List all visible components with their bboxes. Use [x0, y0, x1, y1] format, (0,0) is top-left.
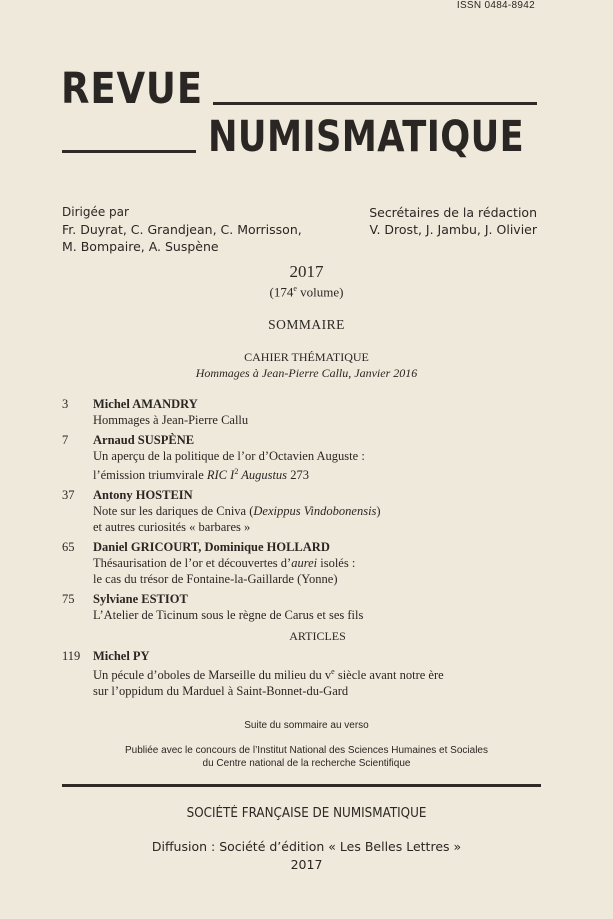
- bottom-rule: [62, 784, 541, 787]
- secretaries-block: [369, 204, 537, 238]
- toc-title-cont: et autres curiosités « barbares »: [93, 520, 251, 535]
- journal-title-line1: REVUE: [61, 64, 203, 114]
- toc-page: 7: [62, 433, 69, 447]
- toc-author: Sylviane ESTIOT: [93, 592, 188, 607]
- toc-author: Michel PY: [93, 649, 150, 664]
- sommaire-heading: SOMMAIRE: [268, 317, 345, 332]
- directors-names-line2: M. Bompaire, A. Suspène: [62, 239, 219, 254]
- articles-heading: ARTICLES: [289, 629, 346, 644]
- volume-number: (174e volume): [269, 284, 344, 300]
- directors-label: Dirigée par: [62, 205, 129, 219]
- table-of-contents: [62, 396, 542, 703]
- secretaries-label: Secrétaires de la rédaction: [369, 205, 537, 220]
- toc-title: Thésaurisation de l’or et découvertes d’aurei isolés :: [93, 556, 356, 571]
- title-rule-top: [213, 102, 537, 105]
- publisher-society: SOCIÉTÉ FRANÇAISE DE NUMISMATIQUE: [186, 806, 427, 821]
- toc-title: Un pécule d’oboles de Marseille du milieu du $v^e$ siècle avant notre ère: [93, 667, 444, 683]
- journal-title-line2: NUMISMATIQUE: [208, 112, 525, 162]
- toc-author: Michel AMANDRY: [93, 397, 198, 411]
- toc-page: 65: [62, 540, 75, 555]
- toc-entry: [62, 539, 542, 587]
- toc-title: L’Atelier de Ticinum sous le règne de Carus et ses fils: [93, 608, 364, 623]
- cahier-thematique-heading: CAHIER THÉMATIQUE: [244, 350, 369, 364]
- toc-author: Antony HOSTEIN: [93, 488, 193, 503]
- diffusion-year: 2017: [290, 857, 323, 872]
- toc-entry: [62, 591, 542, 623]
- toc-title-cont: l’émission triumvirale RIC $I^2$ Augustus 273: [93, 467, 309, 483]
- toc-entry: [62, 396, 542, 428]
- toc-entry: [62, 432, 542, 483]
- toc-page: 119: [62, 649, 81, 664]
- toc-entry: [62, 648, 542, 699]
- diffusion-line: Diffusion : Société d’édition « Les Belles Lettres »: [151, 839, 462, 854]
- issn: ISSN 0484-8942: [456, 0, 535, 11]
- toc-page: 75: [62, 592, 75, 607]
- toc-page: 37: [62, 488, 75, 503]
- cahier-subtitle: Hommages à Jean-Pierre Callu, Janvier 2016: [195, 366, 418, 380]
- toc-entry: [62, 487, 542, 535]
- toc-title-cont: le cas du trésor de Fontaine-la-Gaillarde (Yonne): [93, 572, 338, 587]
- toc-page: 3: [62, 397, 69, 411]
- issue-year: 2017: [289, 262, 324, 281]
- publication-note: Publiée avec le concours de l’Institut National des Sciences Humaines et Sociales du Centre national de la recherche Scientifique: [125, 745, 488, 769]
- toc-title: Note sur les dariques de Cniva (Dexippus Vindobonensis): [93, 504, 381, 519]
- directors-block: [62, 204, 302, 255]
- toc-title: Hommages à Jean-Pierre Callu: [93, 413, 249, 427]
- toc-title: Un aperçu de la politique de l’or d’Octavien Auguste :: [93, 449, 365, 463]
- secretaries-names: V. Drost, J. Jambu, J. Olivier: [369, 222, 537, 237]
- title-rule-mid: [62, 150, 196, 153]
- directors-names-line1: Fr. Duyrat, C. Grandjean, C. Morrisson,: [62, 222, 302, 237]
- suite-note: Suite du sommaire au verso: [244, 720, 369, 731]
- toc-title-cont: sur l’oppidum du Marduel à Saint-Bonnet-du-Gard: [93, 684, 349, 699]
- toc-author: Daniel GRICOURT, Dominique HOLLARD: [93, 540, 330, 555]
- toc-author: Arnaud SUSPÈNE: [93, 433, 195, 447]
